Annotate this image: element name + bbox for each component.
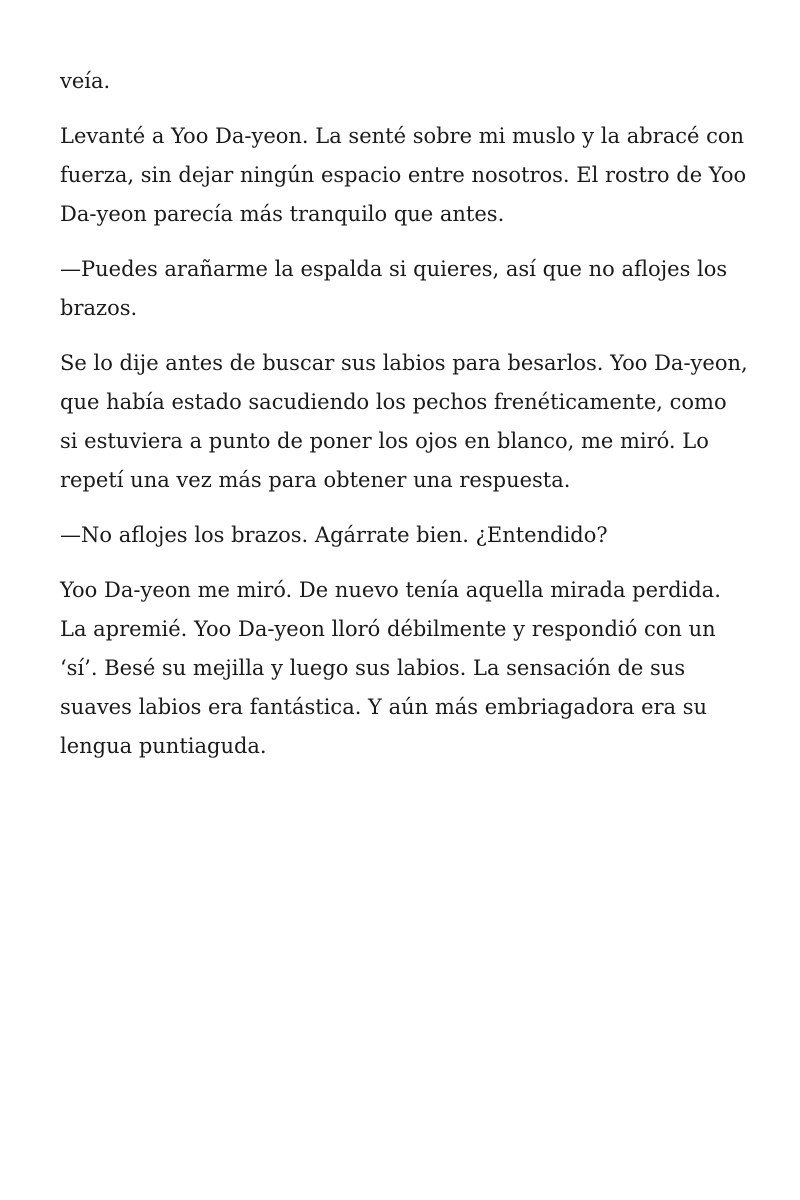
- paragraph: Se lo dije antes de buscar sus labios para besarlos. Yoo Da-yeon, que había estado sacudiendo los pechos frenéticamente, como si estuviera a punto de poner los ojos en blanco, me miró. Lo repetí una vez más para obtener una respuesta.: [60, 351, 748, 492]
- paragraph: veía.: [60, 69, 111, 93]
- paragraph: —Puedes arañarme la espalda si quieres, así que no aflojes los brazos.: [60, 257, 728, 320]
- paragraph: —No aflojes los brazos. Agárrate bien. ¿Entendido?: [60, 523, 608, 547]
- reader-page: [60, 62, 750, 782]
- paragraph: Levanté a Yoo Da-yeon. La senté sobre mi muslo y la abracé con fuerza, sin dejar ningún espacio entre nosotros. El rostro de Yoo Da-yeon parecía más tranquilo que antes.: [60, 124, 747, 226]
- paragraph: Yoo Da-yeon me miró. De nuevo tenía aquella mirada perdida. La apremié. Yoo Da-yeon lloró débilmente y respondió con un ‘sí’. Besé su mejilla y luego sus labios. La sensación de sus suaves labios era fantástica. Y aún más embriagadora era su lengua puntiaguda.: [60, 578, 721, 758]
